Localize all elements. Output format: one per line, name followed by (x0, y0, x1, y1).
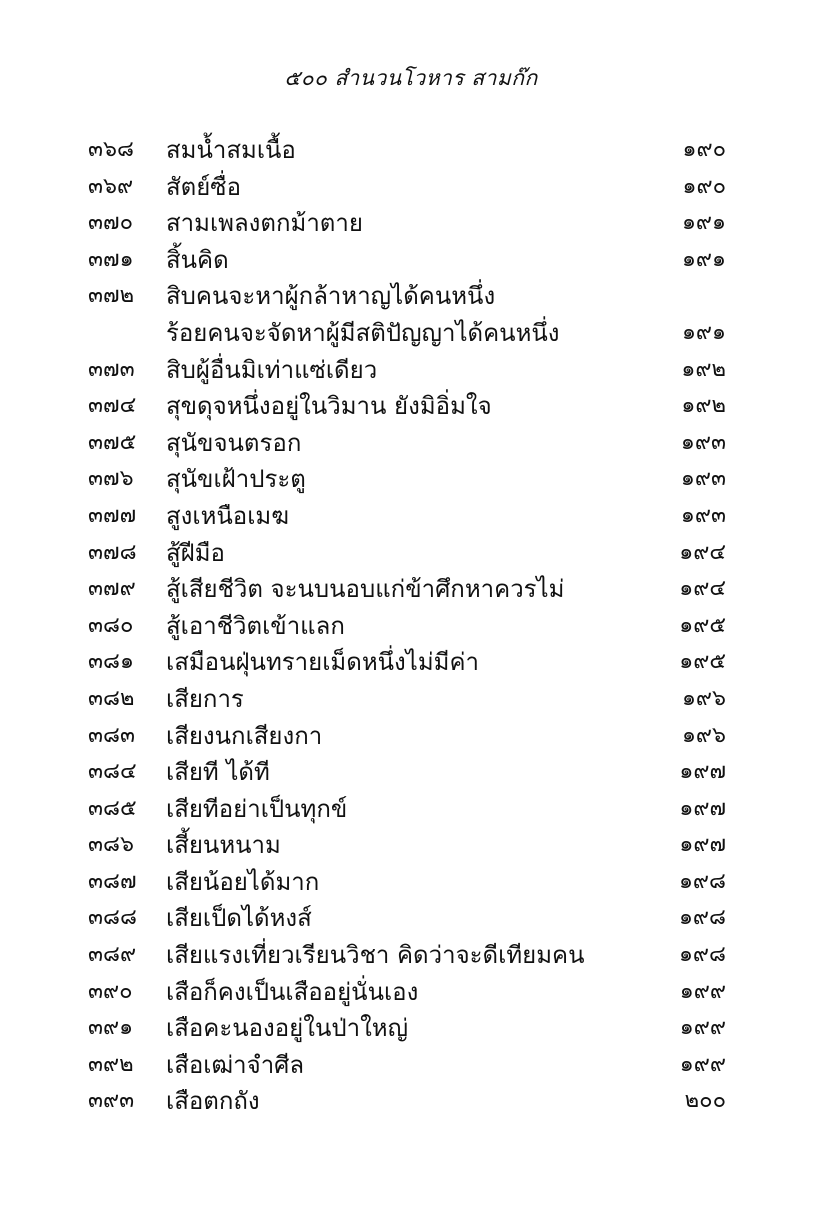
toc-row (0, 169, 822, 206)
entry-page: ๑๙๐ (682, 137, 726, 162)
toc-row (0, 827, 822, 864)
entry-title: สุขดุจหนึ่งอยู่ในวิมาน ยังมิอิ่มใจ (166, 392, 492, 421)
toc-row (0, 388, 822, 425)
entry-number: ๓๙๒ (88, 1051, 134, 1077)
entry-number: ๓๘๒ (88, 685, 135, 711)
entry-page: ๑๙๖ (681, 685, 726, 711)
entry-page: ๑๙๗ (679, 832, 726, 858)
entry-title: เสือก็คงเป็นเสืออยู่นั่นเอง (166, 977, 419, 1006)
entry-page: ๑๙๘ (678, 942, 726, 968)
toc-row (0, 205, 822, 242)
entry-page: ๑๙๐ (682, 173, 726, 199)
entry-page: ๑๙๘ (678, 868, 726, 894)
entry-page: ๑๙๗ (679, 795, 726, 821)
entry-page: ๑๙๓ (680, 502, 726, 528)
entry-page: ๑๙๖ (681, 722, 726, 748)
toc-row (0, 352, 822, 389)
entry-page: ๑๙๙ (679, 978, 726, 1004)
entry-page: ๑๙๑ (681, 210, 726, 236)
toc-row (0, 608, 822, 645)
entry-page: ๑๙๘ (678, 905, 726, 931)
entry-page: ๑๙๔ (679, 576, 726, 602)
toc-row (0, 1047, 822, 1084)
entry-title: เสมือนฝุ่นทรายเม็ดหนึ่งไม่มีค่า (166, 648, 480, 677)
entry-number: ๓๖๘ (88, 137, 134, 162)
entry-title: เสียที ได้ที (166, 758, 270, 787)
toc-row (0, 425, 822, 462)
entry-title: เสือเฒ่าจำศีล (166, 1050, 305, 1079)
entry-page: ๑๙๑ (681, 246, 726, 272)
entry-number: ๓๖๙ (88, 173, 134, 199)
entry-number: ๓๗๕ (88, 429, 137, 455)
entry-title: เสียแรงเที่ยวเรียนวิชา คิดว่าจะดีเทียมคน (166, 941, 585, 970)
entry-number: ๓๘๙ (88, 942, 137, 968)
running-head: ๕๐๐ สำนวนโวหาร สามก๊ก (284, 66, 538, 90)
entry-title: สามเพลงตกม้าตาย (166, 209, 363, 238)
entry-page: ๑๙๓ (680, 429, 726, 455)
toc-row (0, 1083, 822, 1120)
toc-row (0, 681, 822, 718)
toc-row (0, 937, 822, 974)
entry-title: สิบผู้อื่นมิเท่าแซ่เดียว (166, 355, 378, 384)
toc-row (0, 132, 822, 169)
entry-number: ๓๗๓ (88, 356, 135, 382)
toc-row (0, 718, 822, 755)
entry-title: เสียน้อยได้มาก (166, 867, 320, 896)
entry-number: ๓๘๗ (88, 868, 137, 894)
entry-page: ๒๐๐ (684, 1088, 726, 1114)
entry-page: ๑๙๙ (679, 1015, 726, 1041)
toc-row (0, 278, 822, 315)
toc-row (0, 571, 822, 608)
entry-number: ๓๗๖ (88, 466, 134, 492)
toc-row (0, 791, 822, 828)
entry-page: ๑๙๒ (681, 393, 726, 419)
toc-row (0, 900, 822, 937)
toc-row (0, 974, 822, 1011)
entry-page: ๑๙๗ (679, 759, 726, 785)
entry-title: เสียงนกเสียงกา (166, 721, 323, 750)
entry-title: สุนัขจนตรอก (166, 428, 302, 457)
entry-title: สัตย์ซื่อ (166, 172, 241, 201)
toc-row (0, 242, 822, 279)
entry-number: ๓๘๓ (88, 722, 136, 748)
entry-title: เสี้ยนหนาม (166, 831, 281, 860)
entry-number: ๓๗๒ (88, 283, 135, 309)
toc-row (0, 535, 822, 572)
entry-number: ๓๙๓ (88, 1088, 135, 1114)
entry-number: ๓๗๙ (88, 576, 136, 602)
entry-title: เสือตกถัง (166, 1087, 260, 1116)
entry-title: เสือคะนองอยู่ในป่าใหญ่ (166, 1014, 409, 1043)
entry-page: ๑๙๕ (679, 612, 726, 638)
entry-number: ๓๙๑ (88, 1015, 134, 1041)
entry-title: สมน้ำสมเนื้อ (166, 136, 296, 164)
entry-title: สู้ฝีมือ (166, 538, 225, 567)
toc-row (0, 864, 822, 901)
toc-row (0, 461, 822, 498)
entry-number: ๓๗๐ (88, 210, 134, 236)
entry-page: ๑๙๑ (681, 319, 726, 345)
entry-number: ๓๘๕ (88, 795, 137, 821)
entry-number: ๓๘๐ (88, 612, 134, 638)
entry-number: ๓๘๑ (88, 649, 134, 675)
toc-list (0, 132, 822, 1120)
toc-row (0, 644, 822, 681)
entry-title: ร้อยคนจะจัดหาผู้มีสติปัญญาได้คนหนึ่ง (166, 318, 560, 347)
entry-number: ๓๗๗ (88, 502, 137, 528)
entry-title: สู้เสียชีวิต จะนบนอบแก่ข้าศึกหาควรไม่ (166, 575, 565, 604)
entry-number: ๓๘๘ (88, 905, 137, 931)
toc-row (0, 754, 822, 791)
entry-title: สิบคนจะหาผู้กล้าหาญได้คนหนึ่ง (166, 282, 496, 311)
entry-page: ๑๙๕ (679, 649, 726, 675)
entry-number: ๓๘๖ (88, 832, 134, 858)
toc-row (0, 1010, 822, 1047)
entry-page: ๑๙๓ (680, 466, 726, 492)
entry-page: ๑๙๒ (681, 356, 726, 382)
entry-number: ๓๗๑ (88, 246, 134, 272)
entry-title: สู้เอาชีวิตเข้าแลก (166, 611, 345, 640)
toc-row-continuation (0, 315, 822, 352)
entry-title: สุนัขเฝ้าประตู (166, 465, 306, 494)
entry-title: สูงเหนือเมฆ (166, 501, 290, 530)
entry-number: ๓๗๘ (88, 539, 137, 565)
entry-number: ๓๗๔ (88, 393, 137, 419)
entry-number: ๓๘๔ (88, 759, 137, 785)
entry-title: เสียทีอย่าเป็นทุกข์ (166, 794, 348, 823)
entry-page: ๑๙๙ (679, 1051, 726, 1077)
entry-number: ๓๙๐ (88, 978, 133, 1004)
entry-page: ๑๙๔ (679, 539, 726, 565)
toc-row (0, 498, 822, 535)
entry-title: สิ้นคิด (166, 245, 229, 274)
entry-title: เสียการ (166, 684, 244, 713)
entry-title: เสียเป็ดได้หงส์ (166, 904, 312, 933)
